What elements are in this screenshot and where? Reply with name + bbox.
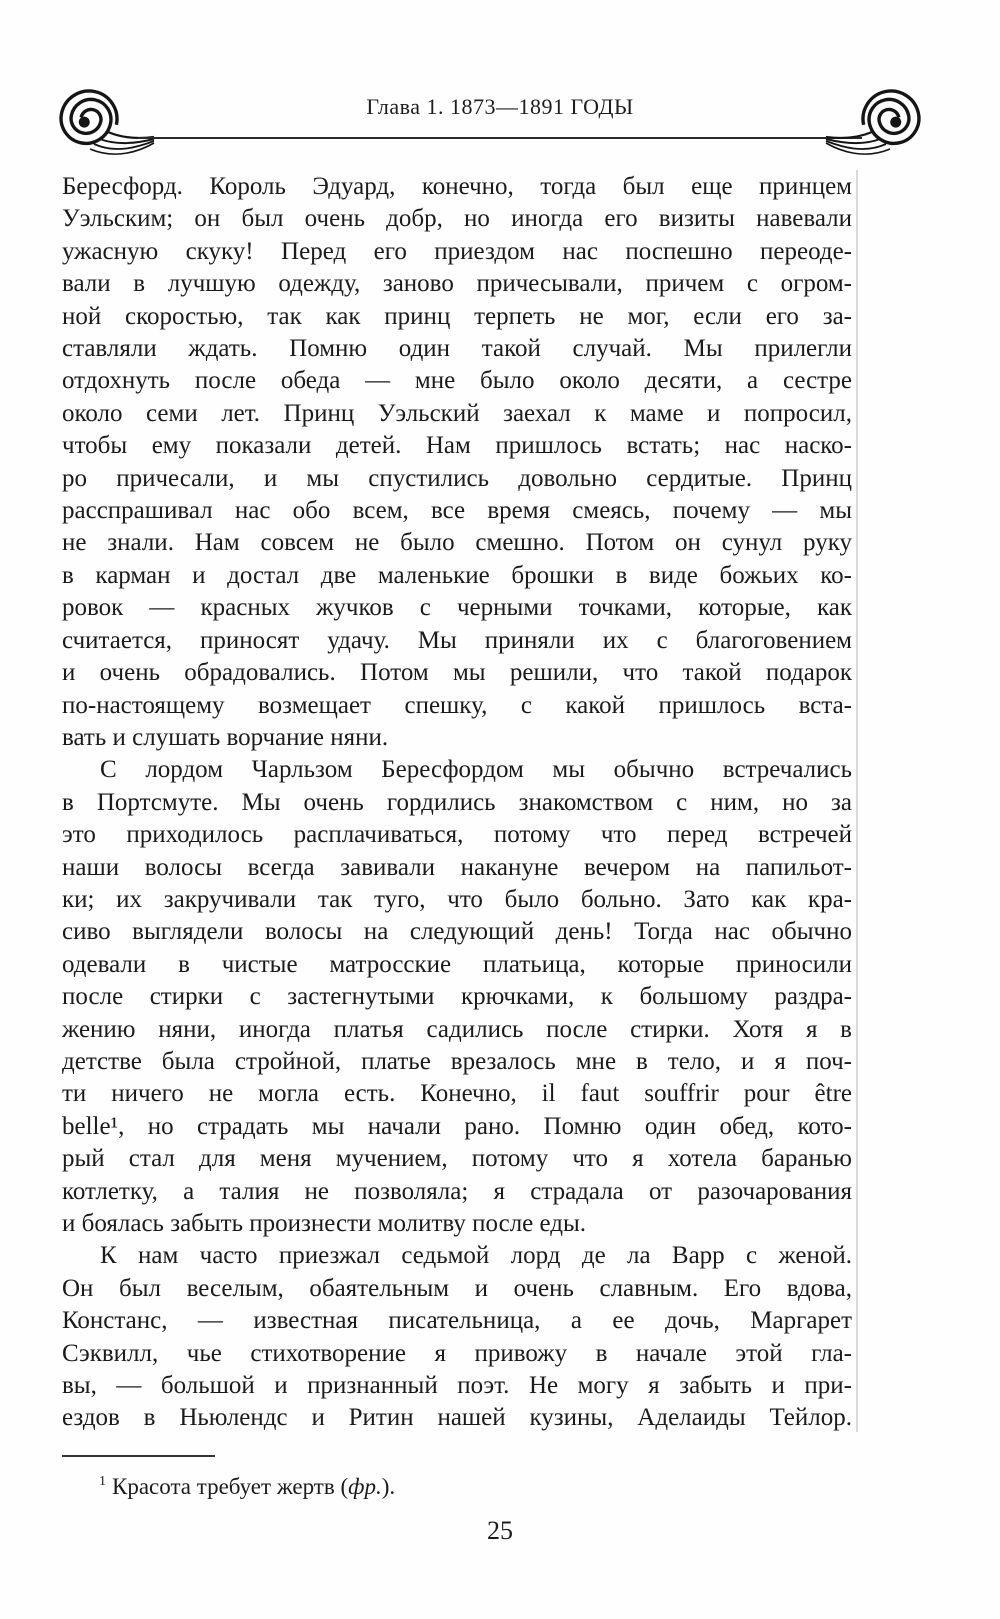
text-line: отдохнуть после обеда — мне было около десяти, а сестре: [62, 367, 852, 395]
footnote-text: Красота требует жертв (: [112, 1474, 349, 1499]
text-line: вать и слушать ворчание няни.: [62, 723, 389, 751]
text-line: Констанс, — известная писательница, а ее дочь, Маргарет: [62, 1307, 852, 1335]
text-line: наши волосы всегда завивали накануне вечером на папильот-: [62, 853, 852, 881]
text-line: ро причесали, и мы спустились довольно сердитые. Принц: [62, 464, 852, 492]
text-line: Сэквилл, чье стихотворение я привожу в начале этой гла-: [62, 1339, 852, 1367]
text-line: сиво выглядели волосы на следующий день! Тогда нас обычно: [62, 918, 852, 946]
text-line: по-настоящему возмещает спешку, с какой пришлось вста-: [62, 691, 852, 719]
text-line: ной скоростью, так как принц терпеть не мог, если его за-: [62, 302, 852, 330]
text-line: вы, — большой и признанный поэт. Не могу я забыть и при-: [62, 1372, 852, 1400]
text-line: Он был веселым, обаятельным и очень славным. Его вдова,: [62, 1274, 852, 1302]
text-line: и очень обрадовались. Потом мы решили, что такой подарок: [62, 659, 852, 687]
text-line: после стирки с застегнутыми крючками, к большому раздра-: [62, 983, 852, 1011]
text-line: вали в лучшую одежду, заново причесывали, причем с огром-: [62, 270, 852, 298]
text-line: считается, приносят удачу. Мы приняли их с благоговением: [62, 626, 852, 654]
scan-gutter-line: [856, 170, 858, 1432]
text-line: ездов в Ньюлендс и Ритин нашей кузины, Аделаиды Тейлор.: [62, 1404, 852, 1432]
text-line: рый стал для меня мучением, потому что я хотела баранью: [62, 1145, 852, 1173]
text-line: Уэльским; он был очень добр, но иногда его визиты навевали: [62, 205, 852, 233]
text-line: чтобы ему показали детей. Нам пришлось встать; нас наско-: [62, 432, 852, 460]
text-line: belle¹, но страдать мы начали рано. Помню один обед, кото-: [62, 1112, 852, 1140]
body-text: [62, 171, 852, 1435]
chapter-title: Глава 1. 1873—1891 ГОДЫ: [366, 94, 634, 119]
text-line: одевали в чистые матросские платьица, которые приносили: [62, 950, 852, 978]
text-line: в Портсмуте. Мы очень гордились знакомством с ним, но за: [62, 788, 852, 816]
text-line: не знали. Нам совсем не было смешно. Потом он сунул руку: [62, 529, 852, 557]
footnote-italic: фр.: [348, 1474, 382, 1499]
page-number: 25: [487, 1516, 513, 1545]
text-line: Бересфорд. Король Эдуард, конечно, тогда был еще принцем: [62, 173, 852, 200]
footnote: [62, 1472, 852, 1502]
text-line: К нам часто приезжал седьмой лорд де ла Варр с женой.: [100, 1242, 852, 1270]
text-line: расспрашивал нас обо всем, все время смеясь, почему — мы: [62, 497, 852, 525]
text-line: около семи лет. Принц Уэльский заехал к маме и попросил,: [62, 399, 852, 427]
text-line: ужасную скуку! Перед его приездом нас поспешно переоде-: [62, 237, 852, 265]
text-line: и боялась забыть произнести молитву после еды.: [62, 1210, 587, 1237]
text-line: ровок — красных жучков с черными точками, которые, как: [62, 594, 852, 622]
text-line: С лордом Чарльзом Бересфордом мы обычно встречались: [100, 756, 852, 784]
text-line: это приходилось расплачиваться, потому что перед встречей: [62, 821, 852, 849]
text-line: жению няни, иногда платья садились после стирки. Хотя я в: [62, 1015, 852, 1043]
text-line: котлетку, а талия не позволяла; я страдала от разочарования: [62, 1177, 852, 1205]
footnote-marker: 1: [99, 1474, 106, 1489]
text-line: ставляли ждать. Помню один такой случай. Мы прилегли: [62, 335, 852, 363]
text-line: в карман и достал две маленькие брошки в виде божьих ко-: [62, 561, 852, 589]
footnote-rule: [62, 1455, 215, 1457]
text-line: ти ничего не могла есть. Конечно, il faut souffrir pour être: [62, 1080, 852, 1108]
footnote-suffix: ).: [381, 1474, 396, 1499]
header-rule: [138, 137, 862, 139]
text-line: детстве была стройной, платье врезалось мне в тело, и я поч-: [62, 1047, 852, 1075]
text-line: ки; их закручивали так туго, что было больно. Зато как кра-: [62, 885, 852, 913]
